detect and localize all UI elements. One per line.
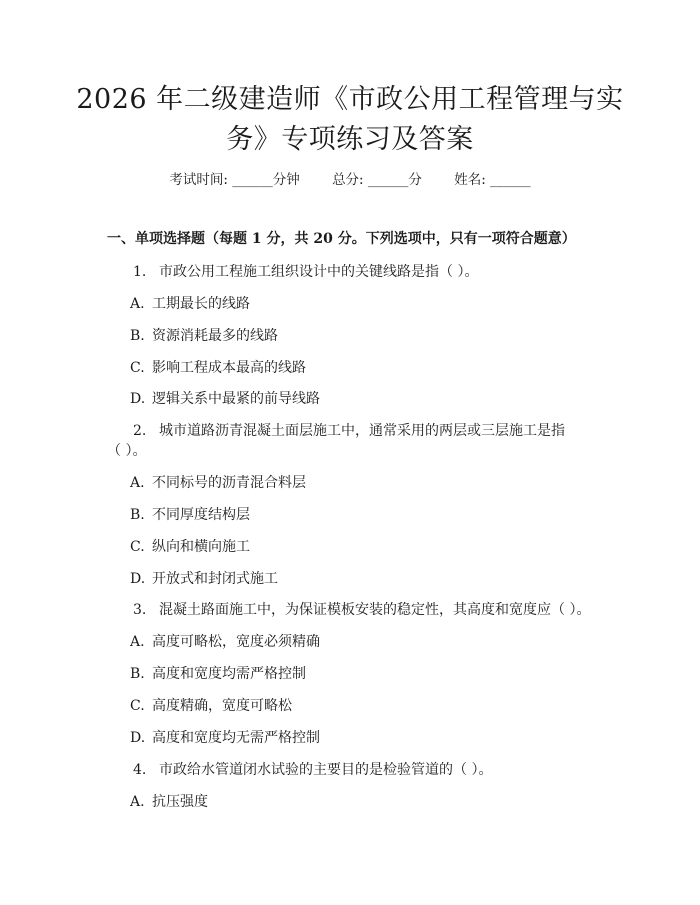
title-line-2: 务》专项练习及答案 <box>226 124 474 155</box>
option-letter: D. <box>130 391 146 407</box>
option-text: 影响工程成本最高的线路 <box>152 360 306 376</box>
question-text: 混凝土路面施工中，为保证模板安装的稳定性，其高度和宽度应（ ）。 <box>159 602 591 618</box>
student-name-label: 姓名: <box>454 172 486 188</box>
exam-time-field <box>169 172 304 188</box>
option-text: 高度精确，宽度可略松 <box>152 698 292 714</box>
option-letter: C. <box>130 539 145 555</box>
question-4-option-a <box>130 792 208 812</box>
option-letter: B. <box>130 666 145 682</box>
total-score-label: 总分: <box>332 172 364 188</box>
question-2-option-a <box>130 473 306 493</box>
option-text: 高度和宽度均无需严格控制 <box>152 730 320 746</box>
question-4 <box>133 760 492 780</box>
option-text: 高度可略松，宽度必须精确 <box>152 634 320 650</box>
student-name-blank: ______ <box>490 172 531 188</box>
total-score-blank: ______ <box>367 172 409 188</box>
document-title <box>60 80 640 160</box>
total-score-unit: 分 <box>408 172 422 188</box>
option-letter: A. <box>130 475 145 491</box>
option-text: 工期最长的线路 <box>152 296 250 312</box>
question-2-option-b <box>130 505 250 525</box>
question-3-option-b <box>130 664 306 684</box>
option-letter: C. <box>130 360 145 376</box>
option-letter: A. <box>130 296 145 312</box>
section-heading: 一、单项选择题（每题 1 分，共 20 分。下列选项中，只有一项符合题意） <box>107 231 576 247</box>
question-2-option-d <box>130 569 278 589</box>
question-number: 1. <box>133 264 147 280</box>
question-2-continuation: （ ）。 <box>107 443 147 459</box>
question-number: 4. <box>133 762 147 778</box>
question-3-option-d <box>130 728 320 748</box>
option-letter: D. <box>130 571 146 587</box>
question-1-option-b <box>130 326 278 346</box>
option-text: 逻辑关系中最紧的前导线路 <box>152 391 320 407</box>
option-letter: B. <box>130 328 145 344</box>
option-letter: B. <box>130 507 145 523</box>
question-number: 2. <box>133 423 147 439</box>
option-text: 资源消耗最多的线路 <box>152 328 278 344</box>
question-1-option-d <box>130 389 320 409</box>
option-letter: D. <box>130 730 146 746</box>
option-text: 抗压强度 <box>152 794 208 810</box>
exam-time-blank: ______ <box>232 172 273 188</box>
question-text: 市政公用工程施工组织设计中的关键线路是指（ ）。 <box>159 264 479 280</box>
question-1-option-a <box>130 294 250 314</box>
exam-info-bar <box>0 168 700 188</box>
question-2 <box>133 421 565 441</box>
option-letter: A. <box>130 794 145 810</box>
option-text: 不同标号的沥青混合料层 <box>152 475 306 491</box>
question-3-option-c <box>130 696 292 716</box>
exam-time-unit: 分钟 <box>272 172 300 188</box>
question-number: 3. <box>133 602 147 618</box>
question-1 <box>133 262 478 282</box>
question-3 <box>133 600 590 620</box>
exam-time-label: 考试时间: <box>169 172 228 188</box>
question-3-option-a <box>130 632 320 652</box>
question-text: 城市道路沥青混凝土面层施工中，通常采用的两层或三层施工是指 <box>159 423 565 439</box>
question-2-option-c <box>130 537 250 557</box>
option-text: 高度和宽度均需严格控制 <box>152 666 306 682</box>
option-letter: A. <box>130 634 145 650</box>
option-text: 不同厚度结构层 <box>152 507 250 523</box>
option-letter: C. <box>130 698 145 714</box>
title-line-1: 2026 年二级建造师《市政公用工程管理与实 <box>76 84 624 115</box>
question-1-option-c <box>130 358 306 378</box>
option-text: 纵向和横向施工 <box>152 539 250 555</box>
student-name-field <box>454 172 530 188</box>
question-text: 市政给水管道闭水试验的主要目的是检验管道的（ ）。 <box>159 762 493 778</box>
total-score-field <box>332 172 426 188</box>
option-text: 开放式和封闭式施工 <box>152 571 278 587</box>
